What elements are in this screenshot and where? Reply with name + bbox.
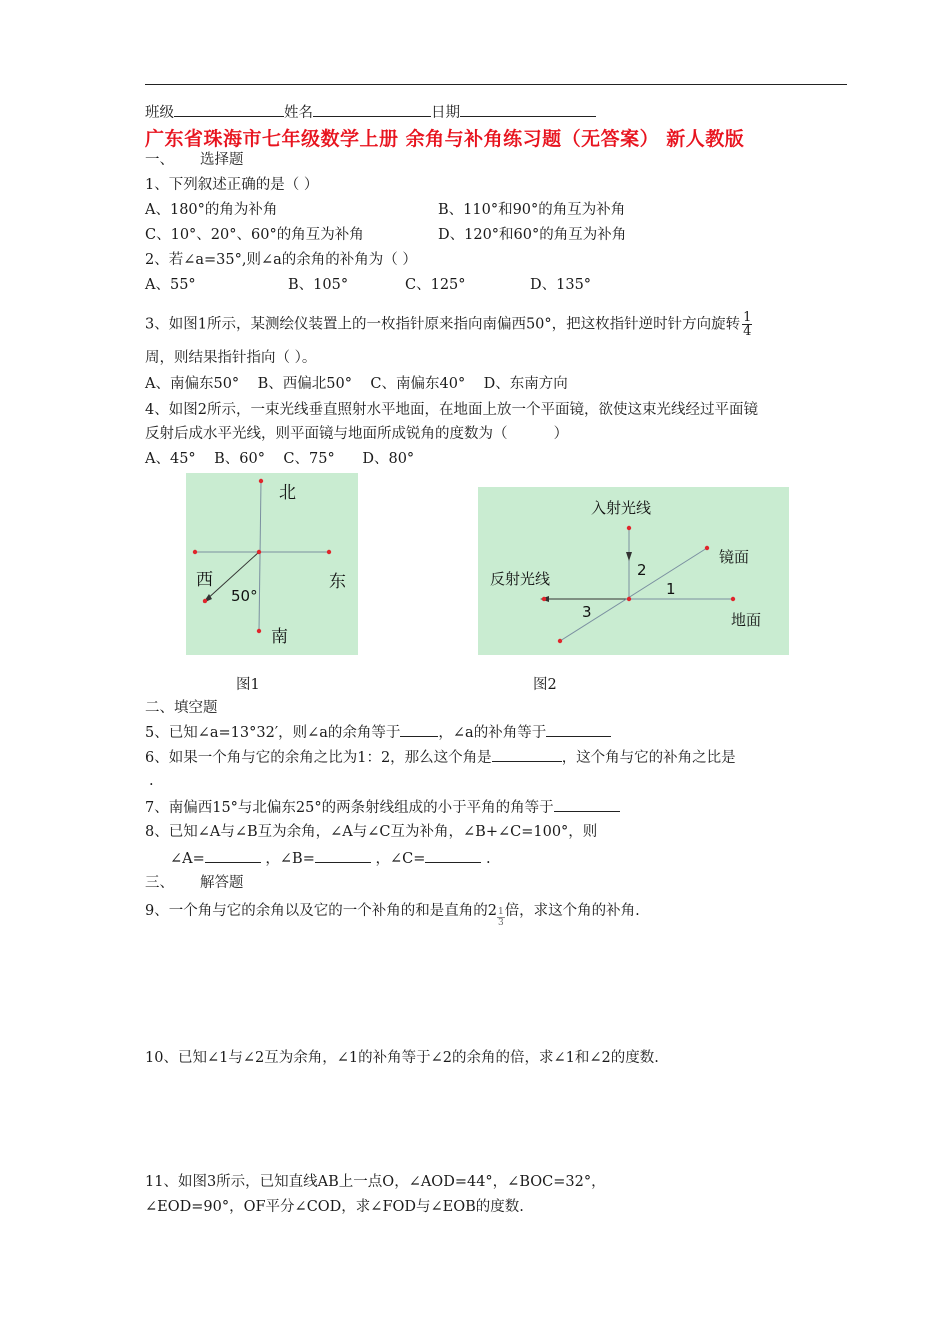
figure-2-point-center [627, 597, 631, 601]
figure-1-point-center [257, 550, 261, 554]
section-1-heading [145, 150, 244, 170]
q2-option-b: B、105° [288, 277, 349, 293]
q5-text-1: 5、已知∠a=13°32′，则∠a的余角等于 [145, 725, 401, 741]
q4-line-1: 4、如图2所示，一束光线垂直照射水平地面，在地面上放一个平面镜，欲使这束光线经过平面镜 [145, 402, 758, 418]
q8-line-2 [170, 848, 491, 869]
figure-1-label-east: 东 [329, 572, 346, 592]
figure-2-caption: 图2 [533, 677, 557, 693]
q11-line-1: 11、如图3所示，已知直线AB上一点O，∠AOD=44°，∠BOC=32°， [145, 1174, 606, 1190]
figure-2-label-ground: 地面 [731, 611, 762, 629]
q5-blank-2[interactable] [546, 722, 611, 737]
figure-2-angle-1: 1 [666, 580, 676, 598]
section-3-number: 三、 [145, 875, 174, 891]
figure-1-point-north [259, 479, 263, 483]
q6-blank-1[interactable] [492, 747, 562, 762]
q9-fraction: $\frac{1}{3}$ [497, 907, 504, 928]
figure-1-point-pointer [203, 599, 207, 603]
q3-options: A、南偏东50° B、西偏北50° C、南偏东40° D、东南方向 [145, 376, 568, 392]
section-3-heading [145, 873, 244, 893]
q5-blank-1[interactable] [400, 722, 438, 737]
q10: 10、已知∠1与∠2互为余角，∠1的补角等于∠2的余角的倍，求∠1和∠2的度数. [145, 1050, 659, 1066]
q4-options: A、45° B、60° C、75° D、80° [145, 451, 415, 467]
figure-2-angle-2: 2 [637, 561, 647, 579]
figure-1-label-north: 北 [279, 483, 296, 503]
q1-option-a: A、180°的角为补角 [145, 202, 278, 218]
class-label: 班级 [145, 105, 174, 121]
q8-label-b: ，∠B= [265, 851, 315, 867]
q8-blank-a[interactable] [205, 848, 261, 863]
figure-2-mirror [478, 487, 789, 655]
figure-2-label-mirror: 镜面 [719, 548, 750, 566]
q8-label-a: ∠A= [170, 851, 205, 867]
section-1-label: 选择题 [200, 152, 244, 168]
q8-blank-c[interactable] [425, 848, 481, 863]
q8-blank-b[interactable] [315, 848, 371, 863]
q8-label-c: ，∠C= [375, 851, 426, 867]
page-title: 广东省珠海市七年级数学上册 余角与补角练习题（无答案） 新人教版 [145, 128, 745, 150]
q2-option-a: A、55° [145, 277, 196, 293]
figure-2-label-incident: 入射光线 [591, 499, 652, 517]
section-1-number: 一、 [145, 152, 174, 168]
figure-1-compass [186, 473, 358, 655]
q3-stem-2: 周，则结果指针指向（ ）。 [145, 350, 317, 366]
q6-end [145, 771, 154, 791]
figure-1-point-south [257, 629, 261, 633]
q9-text-2: 倍，求这个角的补角. [504, 903, 640, 919]
figure-1-angle-label: 50° [231, 587, 258, 605]
q3-fraction: $\frac{1}{4}$ [743, 310, 752, 339]
q5-text-2: ，∠a的补角等于 [438, 725, 547, 741]
q9 [145, 901, 640, 928]
q6-text-2: ，这个角与它的补角之比是 [561, 750, 736, 766]
q6 [145, 747, 736, 768]
q1-stem: 1、下列叙述正确的是（ ） [145, 177, 319, 193]
q6-text-1: 6、如果一个角与它的余角之比为1：2，那么这个角是 [145, 750, 492, 766]
q11-line-2: ∠EOD=90°，OF平分∠COD，求∠FOD与∠EOB的度数. [145, 1199, 524, 1215]
q4-line-2: 反射后成水平光线，则平面镜与地面所成锐角的度数为（ ） [145, 426, 569, 442]
figure-2-point-incident [627, 526, 631, 530]
section-2-heading: 二、填空题 [145, 700, 218, 716]
q8-line-1: 8、已知∠A与∠B互为余角，∠A与∠C互为补角，∠B+∠C=100°，则 [145, 824, 598, 840]
q6-text-3: . [149, 773, 154, 789]
figure-1-point-west [193, 550, 197, 554]
figure-2-point-ground [731, 597, 735, 601]
figure-2-point-reflected [542, 597, 546, 601]
figure-2-point-mirror-bottom [558, 639, 562, 643]
name-blank[interactable] [313, 102, 431, 117]
q3-stem [145, 311, 752, 338]
q5 [145, 722, 611, 743]
top-rule [145, 84, 847, 85]
q8-end: . [485, 851, 491, 867]
figure-1-label-west: 西 [196, 570, 213, 590]
q1-option-d: D、120°和60°的角互为补角 [438, 227, 627, 243]
q2-stem: 2、若∠a=35°,则∠a的余角的补角为（ ） [145, 252, 417, 268]
date-label: 日期 [431, 105, 460, 121]
date-blank[interactable] [460, 102, 596, 117]
q9-text-1: 9、一个角与它的余角以及它的一个补角的和是直角的2 [145, 903, 497, 919]
q7-text: 7、南偏西15°与北偏东25°的两条射线组成的小于平角的角等于 [145, 800, 554, 816]
q1-option-b: B、110°和90°的角互为补角 [438, 202, 626, 218]
q3-stem-text: 3、如图1所示，某测绘仪装置上的一枚指针原来指向南偏西50°，把这枚指针逆时针方向旋转 [145, 316, 741, 333]
figure-1-point-east [327, 550, 331, 554]
name-label: 姓名 [284, 105, 313, 121]
q2-option-c: C、125° [405, 277, 466, 293]
q2-option-d: D、135° [530, 277, 592, 293]
q1-option-c: C、10°、20°、60°的角互为补角 [145, 227, 364, 243]
figure-1-label-south: 南 [271, 627, 288, 647]
class-blank[interactable] [174, 102, 284, 117]
section-3-label: 解答题 [200, 875, 244, 891]
figure-2-angle-3: 3 [582, 603, 592, 621]
q7-blank[interactable] [554, 797, 620, 812]
figure-2-label-reflected: 反射光线 [490, 570, 551, 588]
figure-1-caption: 图1 [236, 677, 260, 693]
q7 [145, 797, 620, 818]
figure-2-point-mirror-top [705, 546, 709, 550]
student-info-line [145, 102, 596, 123]
